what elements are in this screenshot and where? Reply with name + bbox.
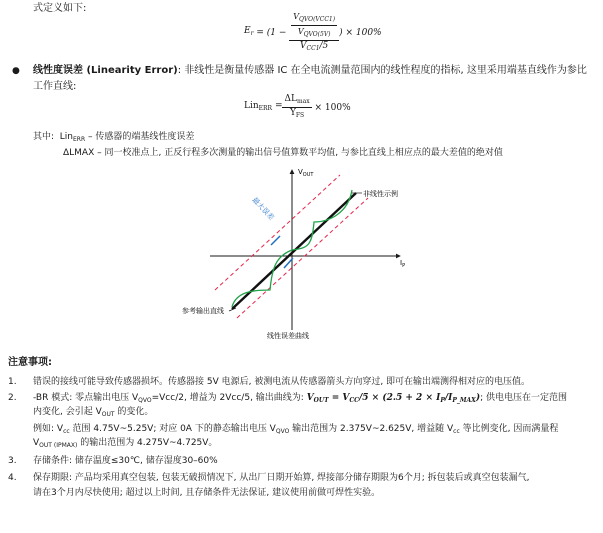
note-2-number: 2.	[8, 393, 17, 403]
linearity-formula: Lin$_{ERR}$ = $\frac{\Delta L_{max}}{Y_{FS}}$ × 100%	[244, 94, 351, 119]
note-2-line2: 内变化, 会引起 $V_{OUT}$ 的变化。	[33, 407, 154, 418]
where-line2: ΔLMAX – 同一校准点上, 正反行程多次测量的输出信号值算数平均值, 与参比直线上相应点的最大差值的绝对值	[63, 148, 503, 158]
figure-caption: 线性误差曲线	[267, 332, 309, 340]
note-2-line4: $V_{OUT (IPMAX)}$ 的输出范围为 4.275V~4.725V。	[33, 438, 218, 449]
nonlinear-label: 非线性示例	[363, 190, 398, 198]
formula-fraction: $\frac{\frac{V_{QVO(VCC1)}}{V_{QVO(5V)}}}{V_{CC1}/5}$	[289, 11, 339, 54]
intro-text: 式定义如下:	[33, 3, 87, 14]
linearity-title: 线性度误差 (Linearity Error)	[33, 65, 178, 76]
formula-tail: ) × 100%	[339, 27, 382, 38]
lower-bound-line	[237, 198, 368, 318]
note-4-line2: 请在3个月内尽快使用; 超过以上时间, 且存储条件无法保证, 建议使用前做可焊性实验。	[33, 488, 381, 498]
note-3: 存储条件: 储存温度≤30℃, 储存湿度30–60%	[33, 456, 218, 466]
formula-lhs: $E_r$	[244, 26, 254, 37]
note-1: 错误的接线可能导致传感器损坏。传感器接 5V 电源后, 被测电流从传感器箭头方向穿过, 即可在输出端测得相对应的电压值。	[33, 377, 531, 387]
note-2-formula: $V_{OUT} = V_{CC}/5 \times (2.5 + 2 \times I_P/I_{P\_MAX})$	[306, 393, 481, 404]
max-error-label: 最大误差	[250, 195, 276, 222]
formula-open: = (1 −	[253, 27, 290, 38]
linearity-line1: 线性度误差 (Linearity Error): 非线性是衡量传感器 IC 在全电流测量范围内的线性程度的指标, 这里采用端基直线作为参比	[33, 65, 587, 76]
notes-title: 注意事项:	[8, 357, 52, 368]
where-line1: 其中: Lin$_{ERR}$ – 传感器的端基线性度误差	[33, 132, 195, 143]
note-2-line1: -BR 模式: 零点输出电压 $V_{QVO}=Vcc/2$, 增益为 2Vcc/5, 输出曲线为: $V_{OUT} = V_{CC}/5 \times (2.5 + 2 \times I_P/I_{P\_MAX})$; 供电电压在一定范围	[33, 393, 567, 404]
note-2-line3: 例如: $V_{cc}$ 范围 4.75V~5.25V; 对应 0A 下的静态输出电压 $V_{QVO}$ 输出范围为 2.375V~2.625V, 增益随 $V_{cc}$ 等比例变化, 因而满量程	[33, 424, 559, 435]
y-axis-label: $V_{OUT}$	[298, 168, 314, 178]
bullet-icon: ●	[12, 66, 20, 76]
note-1-number: 1.	[8, 377, 17, 387]
upper-bound-line	[215, 175, 340, 290]
note-4-line1: 保存期限: 产品均采用真空包装, 包装无破损情况下, 从出厂日期开始算, 焊接部分储存期限为6个月; 拆包装后或真空包装漏气,	[33, 473, 530, 483]
linearity-line2: 工作直线:	[33, 81, 77, 92]
x-axis-label: $I_P$	[400, 259, 406, 269]
ref-line-label: 参考输出直线	[182, 307, 224, 315]
note-4-number: 4.	[8, 473, 17, 483]
note-3-number: 3.	[8, 456, 17, 466]
